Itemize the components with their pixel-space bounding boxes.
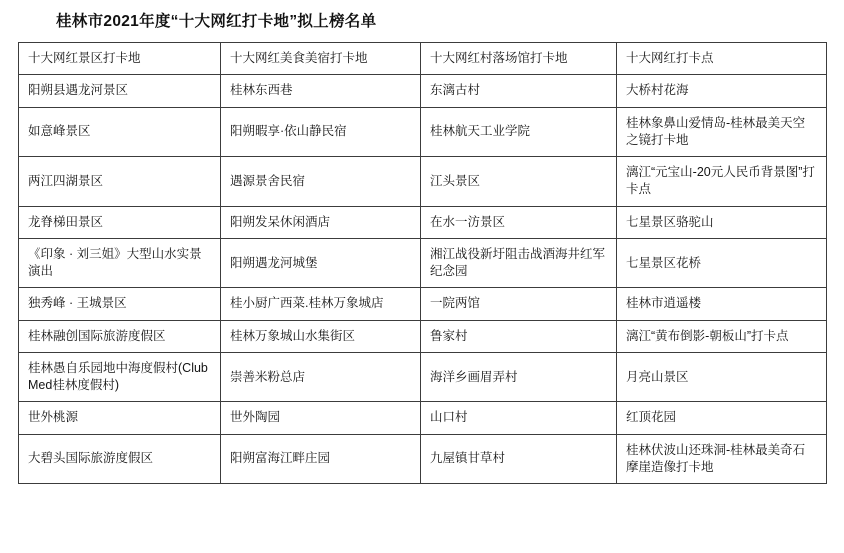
table-cell: 七星景区花桥	[617, 238, 827, 288]
table-cell: 崇善米粉总店	[221, 352, 421, 402]
table-cell: 《印象 · 刘三姐》大型山水实景演出	[19, 238, 221, 288]
table-cell: 七星景区骆驼山	[617, 206, 827, 238]
table-cell: 月亮山景区	[617, 352, 827, 402]
table-row	[19, 238, 827, 288]
table-cell: 独秀峰 · 王城景区	[19, 288, 221, 320]
table-cell: 如意峰景区	[19, 107, 221, 157]
table-cell: 在水一汸景区	[421, 206, 617, 238]
table-row	[19, 107, 827, 157]
table-cell: 东漓古村	[421, 75, 617, 107]
table-cell: 桂林象鼻山爱情岛-桂林最美天空之镜打卡地	[617, 107, 827, 157]
table-cell: 阳朔县遇龙河景区	[19, 75, 221, 107]
column-header: 十大网红打卡点	[617, 43, 827, 75]
table-cell: 阳朔遇龙河城堡	[221, 238, 421, 288]
table-cell: 山口村	[421, 402, 617, 434]
table-cell: 阳朔暇享·依山静民宿	[221, 107, 421, 157]
table-cell: 一院两馆	[421, 288, 617, 320]
column-header: 十大网红美食美宿打卡地	[221, 43, 421, 75]
table-cell: 漓江“元宝山-20元人民币背景图”打卡点	[617, 157, 827, 207]
checkin-spots-table	[18, 42, 827, 484]
table-cell: 漓江“黄布倒影-朝板山”打卡点	[617, 320, 827, 352]
table-row	[19, 75, 827, 107]
page-title: 桂林市2021年度“十大网红打卡地”拟上榜名单	[56, 13, 377, 30]
table-cell: 两江四湖景区	[19, 157, 221, 207]
table-cell: 江头景区	[421, 157, 617, 207]
table-cell: 桂林航天工业学院	[421, 107, 617, 157]
table-cell: 红顶花园	[617, 402, 827, 434]
table-cell: 九屋镇甘草村	[421, 434, 617, 484]
table-row	[19, 288, 827, 320]
table-row	[19, 434, 827, 484]
table-row	[19, 206, 827, 238]
table-cell: 桂林万象城山水集街区	[221, 320, 421, 352]
table-cell: 桂林伏波山还珠洞-桂林最美奇石摩崖造像打卡地	[617, 434, 827, 484]
table-cell: 大碧头国际旅游度假区	[19, 434, 221, 484]
table-row	[19, 157, 827, 207]
table-cell: 鲁家村	[421, 320, 617, 352]
table-container	[0, 42, 844, 484]
column-header: 十大网红村落场馆打卡地	[421, 43, 617, 75]
table-cell: 桂林东西巷	[221, 75, 421, 107]
table-cell: 龙脊梯田景区	[19, 206, 221, 238]
column-header: 十大网红景区打卡地	[19, 43, 221, 75]
table-row	[19, 352, 827, 402]
table-cell: 阳朔富海江畔庄园	[221, 434, 421, 484]
table-cell: 海洋乡画眉弄村	[421, 352, 617, 402]
table-cell: 桂林市逍遥楼	[617, 288, 827, 320]
table-cell: 桂小厨广西菜.桂林万象城店	[221, 288, 421, 320]
table-body	[19, 43, 827, 484]
table-cell: 桂林融创国际旅游度假区	[19, 320, 221, 352]
table-cell: 世外陶园	[221, 402, 421, 434]
table-cell: 桂林愚自乐园地中海度假村(ClubMed桂林度假村)	[19, 352, 221, 402]
table-header-row	[19, 43, 827, 75]
table-row	[19, 402, 827, 434]
table-cell: 遇源景舍民宿	[221, 157, 421, 207]
table-cell: 阳朔发呆休闲酒店	[221, 206, 421, 238]
table-row	[19, 320, 827, 352]
table-cell: 湘江战役新圩阻击战酒海井红军纪念园	[421, 238, 617, 288]
table-cell: 世外桃源	[19, 402, 221, 434]
table-cell: 大桥村花海	[617, 75, 827, 107]
